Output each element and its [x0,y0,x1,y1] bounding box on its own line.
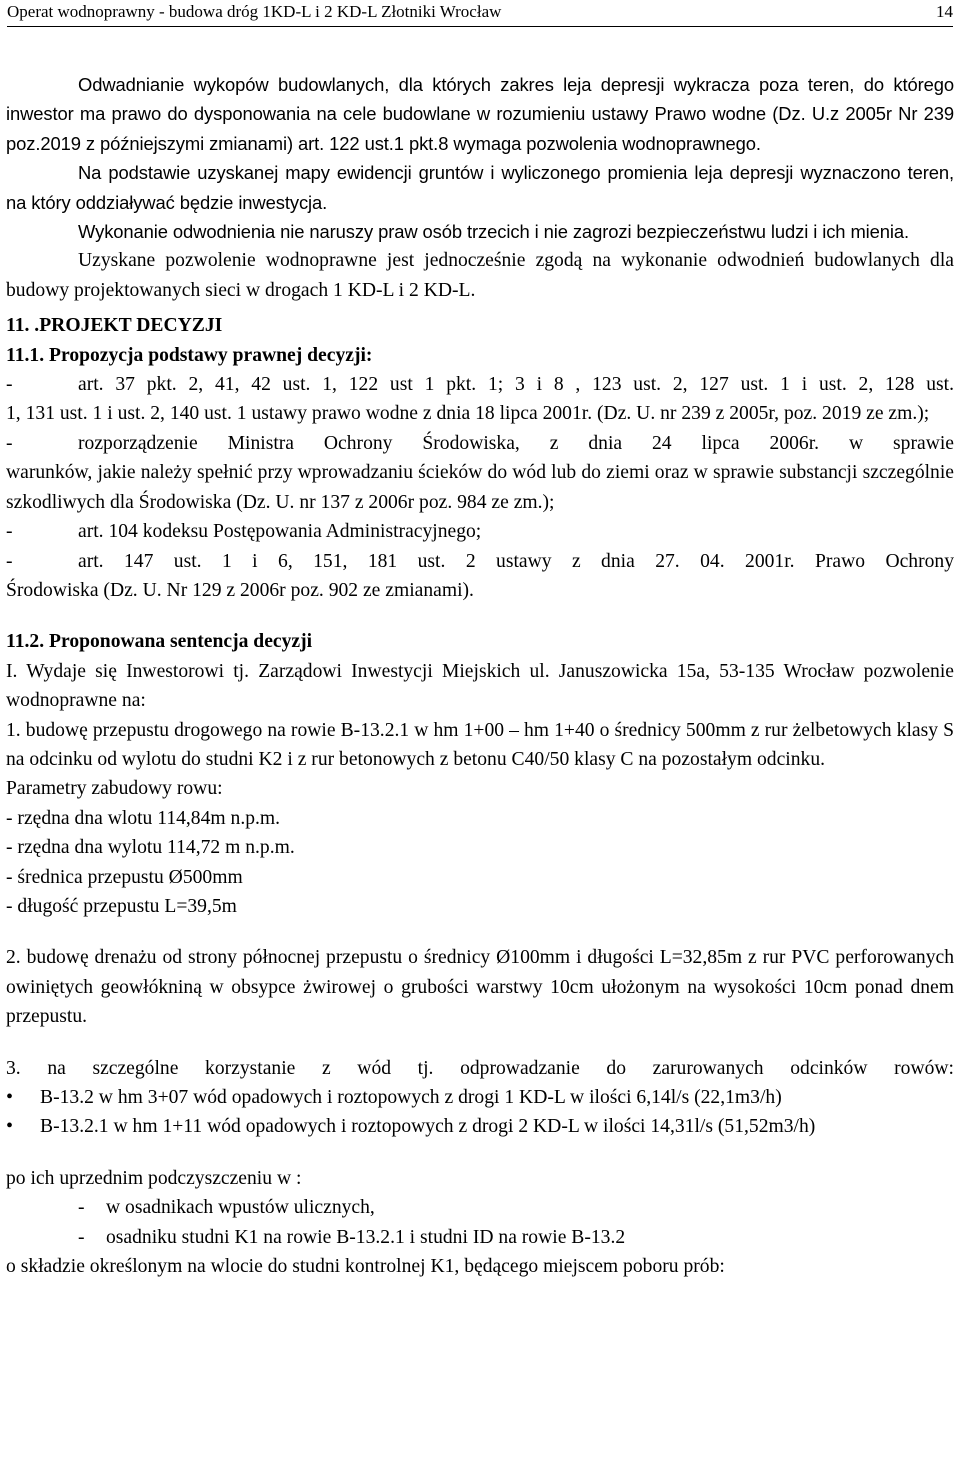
intro-paragraph-4: Uzyskane pozwolenie wodnoprawne jest jednocześnie zgodą na wykonanie odwodnień budowlanych dla budowy projektowanych sieci w drogach 1 KD-L i 2 KD-L. [6,250,954,301]
param-line: - rzędna dna wlotu 114,84m n.p.m. [6,807,281,829]
pretreatment-text: w osadnikach wpustów ulicznych, [106,1197,375,1219]
list-dash: - [6,550,13,572]
list-dash: - [6,432,13,454]
page-number: 14 [936,2,953,21]
document-body [6,70,954,1281]
list-dash: - [78,1226,85,1248]
list-dash: - [6,521,13,543]
param-line: - średnica przepustu Ø500mm [6,866,243,888]
bullet-dot: • [6,1086,14,1108]
list-item-text: art. 104 kodeksu Postępowania Administracyjnego; [78,521,482,543]
bullet-item [6,1112,954,1141]
legal-basis-list [6,370,954,605]
legal-basis-item [6,429,954,517]
bullet-item [6,1083,954,1112]
list-dash: - [6,374,13,396]
list-item-text: art. 37 pkt. 2, 41, 42 ust. 1, 122 ust 1 pkt. 1; 3 i 8 , 123 ust. 2, 127 ust. 1 i ust. 2, 128 ust. [78,374,954,396]
pretreatment-text: osadniku studni K1 na rowie B-13.2.1 i studni ID na rowie B-13.2 [106,1226,626,1248]
bullet-dot: • [6,1115,14,1138]
header-title: Operat wodnoprawny - budowa dróg 1KD-L i 2 KD-L Złotniki Wrocław [7,2,502,21]
param-line: - długość przepustu L=39,5m [6,895,237,917]
param-line: - rzędna dna wylotu 114,72 m n.p.m. [6,837,295,859]
bullet-text: B-13.2.1 w hm 1+11 wód opadowych i roztopowych z drogi 2 KD-L w ilości 14,31l/s (51,52m3/h) [40,1116,816,1138]
subsection-heading-2: 11.2. Proponowana sentencja decyzji [6,631,313,653]
after-bullets-text: po ich uprzednim podczyszczeniu w : [6,1167,302,1189]
intro-paragraph-2: Na podstawie uzyskanej mapy ewidencji gruntów i wyliczonego promienia leja depresji wyznaczono teren, na który oddziaływać będzie inwestycja. [6,162,954,213]
section-heading: 11. .PROJEKT DECYZJI [6,315,223,337]
decision-point-1: 1. budowę przepustu drogowego na rowie B-13.2.1 w hm 1+00 – hm 1+40 o średnicy 500mm z rur żelbetowych klasy S na odcinku od wylotu do studni K2 i z rur betonowych z betonu C40/50 klasy C na pozostałym odcinku. [6,719,954,770]
legal-basis-item [6,547,954,606]
list-item-continuation: Środowiska (Dz. U. Nr 129 z 2006r poz. 902 ze zmianami). [6,579,474,601]
pretreatment-item [6,1223,954,1252]
subsection-heading-1: 11.1. Propozycja podstawy prawnej decyzji: [6,344,373,366]
pretreatment-item [6,1193,954,1222]
list-dash: - [78,1197,85,1219]
decision-point-3: 3. na szczególne korzystanie z wód tj. odprowadzanie do zarurowanych odcinków rowów: [6,1057,954,1079]
sentence-intro: I. Wydaje się Inwestorowi tj. Zarządowi Inwestycji Miejskich ul. Januszowicka 15a, 53-135 Wrocław pozwolenie wodnoprawne na: [6,660,954,712]
list-item-text: rozporządzenie Ministra Ochrony Środowiska, z dnia 24 lipca 2006r. w sprawie [78,432,954,454]
list-item-continuation: warunków, jakie należy spełnić przy wprowadzaniu ścieków do wód lub do ziemi oraz w sprawie substancji szczególnie szkodliwych dla Środowiska (Dz. U. nr 137 z 2006r poz. 984 ze zm.); [6,462,954,513]
legal-basis-item [6,517,954,546]
params-heading: Parametry zabudowy rowu: [6,778,223,800]
decision-point-2: 2. budowę drenażu od strony północnej przepustu o średnicy Ø100mm i długości L=32,85m z rur PVC perforowanych owiniętych geowłókniną w obsypce żwirowej o grubości warstwy 10cm ułożonym na wysokości 10cm ponad dnem przepustu. [6,947,954,1028]
intro-paragraph-1: Odwadnianie wykopów budowlanych, dla których zakres leja depresji wykracza poza teren, do którego inwestor ma prawo do dysponowania na cele budowlane w rozumieniu ustawy Prawo wodne (Dz. U.z 2005r Nr 239 poz.2019 z późniejszymi zmianami) art. 122 ust.1 pkt.8 wymaga pozwolenia wodnoprawnego. [6,74,954,154]
legal-basis-item [6,370,954,429]
page-header [7,0,953,27]
bullet-text: B-13.2 w hm 3+07 wód opadowych i roztopowych z drogi 1 KD-L w ilości 6,14l/s (22,1m3/h) [40,1087,782,1108]
outlet-bullet-list [6,1083,954,1142]
list-item-continuation: 1, 131 ust. 1 i ust. 2, 140 ust. 1 ustawy prawo wodne z dnia 18 lipca 2001r. (Dz. U. nr 239 z 2005r, poz. 2019 ze zm.); [6,403,930,425]
final-line: o składzie określonym na wlocie do studni kontrolnej K1, będącego miejscem poboru prób: [6,1256,725,1278]
intro-paragraph-3: Wykonanie odwodnienia nie naruszy praw osób trzecich i nie zagrozi bezpieczeństwu ludzi i ich mienia. [78,221,910,243]
list-item-text: art. 147 ust. 1 i 6, 151, 181 ust. 2 ustawy z dnia 27. 04. 2001r. Prawo Ochrony [78,550,954,572]
